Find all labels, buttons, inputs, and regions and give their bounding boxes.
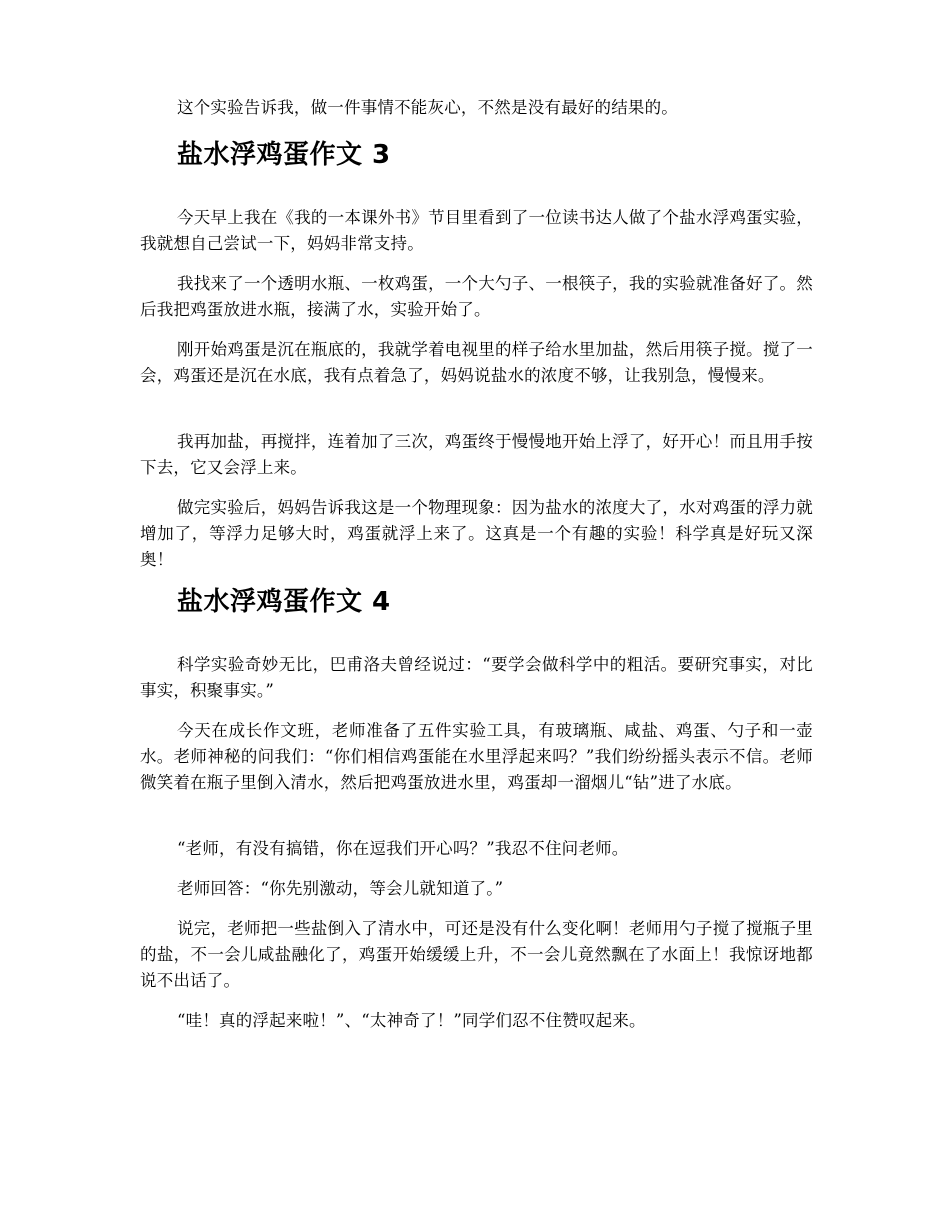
paragraph-3-5: 做完实验后，妈妈告诉我这是一个物理现象：因为盐水的浓度大了，水对鸡蛋的浮力就增加了，等浮力足够大时，鸡蛋就浮上来了。这真是一个有趣的实验！科学真是好玩又深奥！ [140,498,813,569]
paragraph-3-1: 今天早上我在《我的一本课外书》节目里看到了一位读书达人做了个盐水浮鸡蛋实验，我就想自己尝试一下，妈妈非常支持。 [140,208,813,253]
paragraph-3-3: 刚开始鸡蛋是沉在瓶底的，我就学着电视里的样子给水里加盐，然后用筷子搅。搅了一会，鸡蛋还是沉在水底，我有点着急了，妈妈说盐水的浓度不够，让我别急，慢慢来。 [140,340,813,385]
heading-essay-3: 盐水浮鸡蛋作文 3 [177,140,391,170]
paragraph-conclusion: 这个实验告诉我，做一件事情不能灰心，不然是没有最好的结果的。 [177,98,678,117]
paragraph-3-2: 我找来了一个透明水瓶、一枚鸡蛋，一个大勺子、一根筷子，我的实验就准备好了。然后我把鸡蛋放进水瓶，接满了水，实验开始了。 [140,274,813,319]
paragraph-4-6: “哇！真的浮起来啦！”、“太神奇了！”同学们忍不住赞叹起来。 [177,1011,646,1030]
paragraph-4-4: 老师回答：“你先别激动，等会儿就知道了。” [177,879,504,898]
paragraph-3-4: 我再加盐，再搅拌，连着加了三次，鸡蛋终于慢慢地开始上浮了，好开心！而且用手按下去，它又会浮上来。 [140,432,813,477]
paragraph-4-2: 今天在成长作文班，老师准备了五件实验工具，有玻璃瓶、咸盐、鸡蛋、勺子和一壶水。老师神秘的问我们：“你们相信鸡蛋能在水里浮起来吗？”我们纷纷摇头表示不信。老师微笑着在瓶子里倒入清水，然后把鸡蛋放进水里，鸡蛋却一溜烟儿“钻”进了水底。 [140,721,813,792]
paragraph-4-1: 科学实验奇妙无比，巴甫洛夫曾经说过：“要学会做科学中的粗活。要研究事实，对比事实，积聚事实。” [140,655,813,700]
paragraph-4-3: “老师，有没有搞错，你在逗我们开心吗？”我忍不住问老师。 [177,839,629,858]
heading-essay-4: 盐水浮鸡蛋作文 4 [177,587,391,617]
paragraph-4-5: 说完，老师把一些盐倒入了清水中，可还是没有什么变化啊！老师用勺子搅了搅瓶子里的盐，不一会儿咸盐融化了，鸡蛋开始缓缓上升，不一会儿竟然飘在了水面上！我惊讶地都说不出话了。 [140,919,813,990]
